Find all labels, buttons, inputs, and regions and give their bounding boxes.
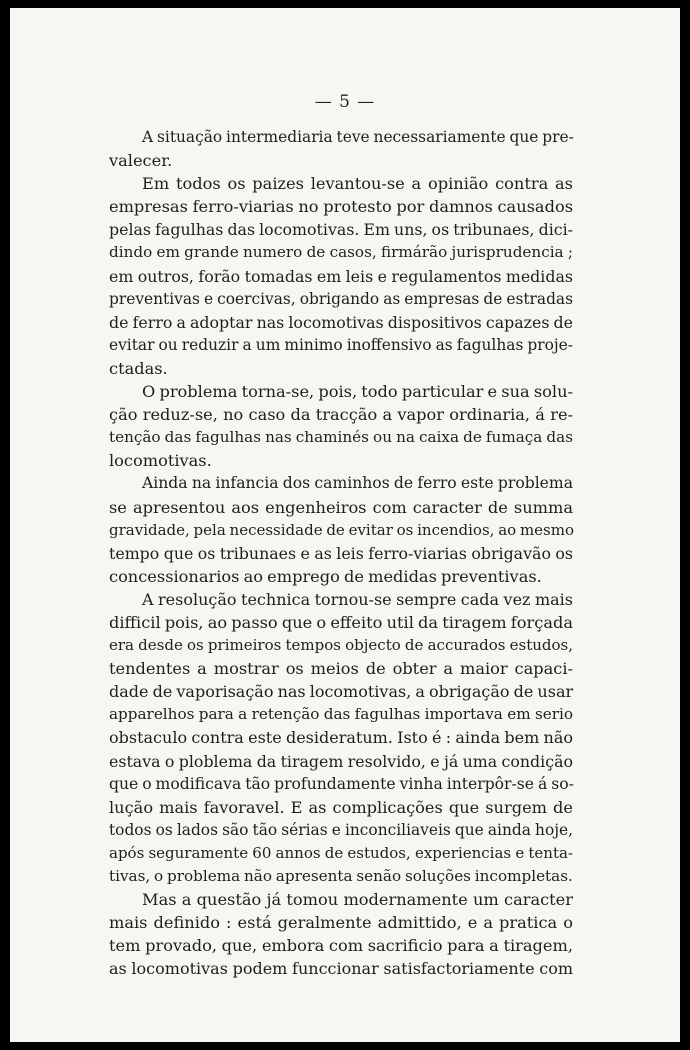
text-line: lução mais favoravel. E as complicações que surgem de xyxy=(109,797,573,817)
text-line: se apresentou aos engenheiros com caracter de summa xyxy=(109,497,573,517)
body-text xyxy=(109,126,573,980)
text-line: as locomotivas podem funccionar satisfactoriamente com xyxy=(109,959,573,979)
text-line: Em todos os paizes levantou-se a opinião contra as xyxy=(142,174,573,194)
text-line: ctadas. xyxy=(109,358,168,378)
text-line: gravidade, pela necessidade de evitar os incendios, ao mesmo xyxy=(109,520,574,539)
text-line: era desde os primeiros tempos objecto de accurados estudos, xyxy=(109,636,573,655)
text-line: empresas ferro-viarias no protesto por damnos causados xyxy=(109,197,573,217)
text-line: Ainda na infancia dos caminhos de ferro este problema xyxy=(142,474,573,493)
text-line: O problema torna-se, pois, todo particular e sua solu- xyxy=(142,382,573,402)
text-line: evitar ou reduzir a um minimo inoffensivo as fagulhas proje- xyxy=(109,335,573,354)
text-line: preventivas e coercivas, obrigando as empresas de estradas xyxy=(109,289,573,308)
text-line: A situação intermediaria teve necessariamente que pre- xyxy=(142,128,574,146)
text-line: tendentes a mostrar os meios de obter a maior capaci- xyxy=(109,659,573,679)
text-line: A resolução technica tornou-se sempre cada vez mais xyxy=(142,589,573,609)
text-line: concessionarios ao emprego de medidas preventivas. xyxy=(109,566,542,586)
text-line: apparelhos para a retenção das fagulhas importava em serio xyxy=(109,705,573,724)
page-number: — 5 — xyxy=(314,92,376,112)
text-line: tivas, o problema não apresenta senão soluções incompletas. xyxy=(109,867,573,885)
text-line: tempo que os tribunaes e as leis ferro-viarias obrigavão os xyxy=(109,543,573,563)
text-line: dade de vaporisação nas locomotivas, a obrigação de usar xyxy=(109,682,574,702)
text-line: todos os lados são tão sérias e inconciliaveis que ainda hoje, xyxy=(109,820,573,839)
text-line: estava o ploblema da tiragem resolvido, e já uma condição xyxy=(109,751,573,771)
text-line: valecer. xyxy=(109,151,173,171)
text-line: Mas a questão já tomou modernamente um caracter xyxy=(142,890,573,910)
text-line: tem provado, que, embora com sacrificio para a tiragem, xyxy=(109,936,573,956)
text-line: ção reduz-se, no caso da tracção a vapor ordinaria, á re- xyxy=(109,405,573,425)
text-line: em outros, forão tomadas em leis e regulamentos medidas xyxy=(109,266,573,286)
text-line: difficil pois, ao passo que o effeito util da tiragem forçada xyxy=(109,612,573,632)
text-line: dindo em grande numero de casos, firmárão jurisprudencia ; xyxy=(109,243,573,262)
text-line: pelas fagulhas das locomotivas. Em uns, os tribunaes, dici- xyxy=(109,220,573,240)
document-page xyxy=(10,8,680,1042)
text-line: mais definido : está geralmente admittido, e a pratica o xyxy=(109,913,573,933)
text-line: tenção das fagulhas nas chaminés ou na caixa de fumaça das xyxy=(109,428,573,447)
text-line: locomotivas. xyxy=(109,451,212,471)
text-line: obstaculo contra este desideratum. Isto é : ainda bem não xyxy=(109,728,573,748)
text-line: que o modificava tão profundamente vinha interpôr-se á so- xyxy=(109,774,574,793)
text-line: após seguramente 60 annos de estudos, experiencias e tenta- xyxy=(109,843,573,862)
text-line: de ferro a adoptar nas locomotivas dispositivos capazes de xyxy=(109,312,573,332)
